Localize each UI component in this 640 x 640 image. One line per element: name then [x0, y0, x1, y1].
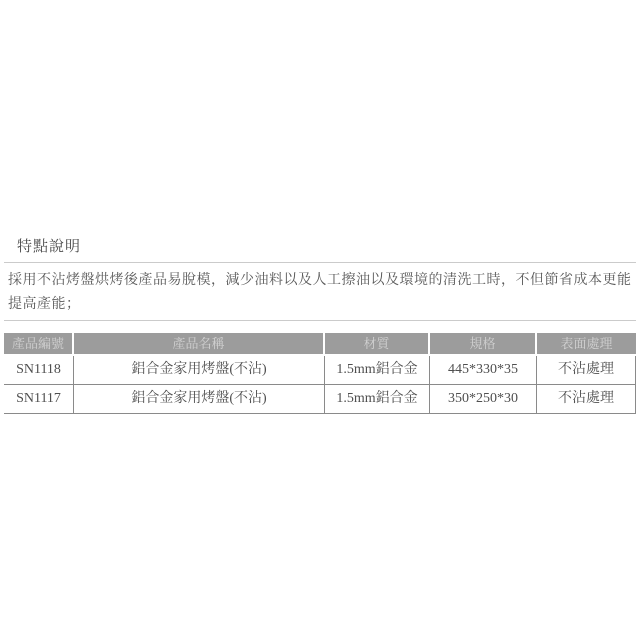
description-text: 採用不沾烤盤烘烤後產品易脫模，減少油料以及人工擦油以及環境的清洗工時，不但節省成本更能提高產能； [8, 273, 632, 312]
divider-top [4, 262, 636, 263]
section-title: 特點說明 [17, 239, 82, 255]
cell-spec: 350*250*30 [430, 385, 537, 413]
table-row [4, 385, 636, 414]
cell-spec: 445*330*35 [430, 356, 537, 384]
cell-product-name: 鋁合金家用烤盤(不沾) [74, 356, 325, 384]
cell-product-code: SN1118 [4, 356, 74, 384]
table-row [4, 356, 636, 385]
cell-material: 1.5mm鋁合金 [325, 385, 430, 413]
divider-bottom [4, 320, 636, 321]
column-header-spec: 規格 [430, 333, 537, 354]
column-header-surface: 表面處理 [537, 333, 636, 354]
cell-material: 1.5mm鋁合金 [325, 356, 430, 384]
cell-product-code: SN1117 [4, 385, 74, 413]
column-header-material: 材質 [325, 333, 430, 354]
cell-surface: 不沾處理 [537, 385, 636, 413]
table-header-row [4, 333, 636, 354]
product-spec-table [4, 333, 636, 414]
column-header-product-name: 產品名稱 [74, 333, 325, 354]
table-body [4, 356, 636, 414]
cell-product-name: 鋁合金家用烤盤(不沾) [74, 385, 325, 413]
cell-surface: 不沾處理 [537, 356, 636, 384]
column-header-product-code: 產品編號 [4, 333, 74, 354]
